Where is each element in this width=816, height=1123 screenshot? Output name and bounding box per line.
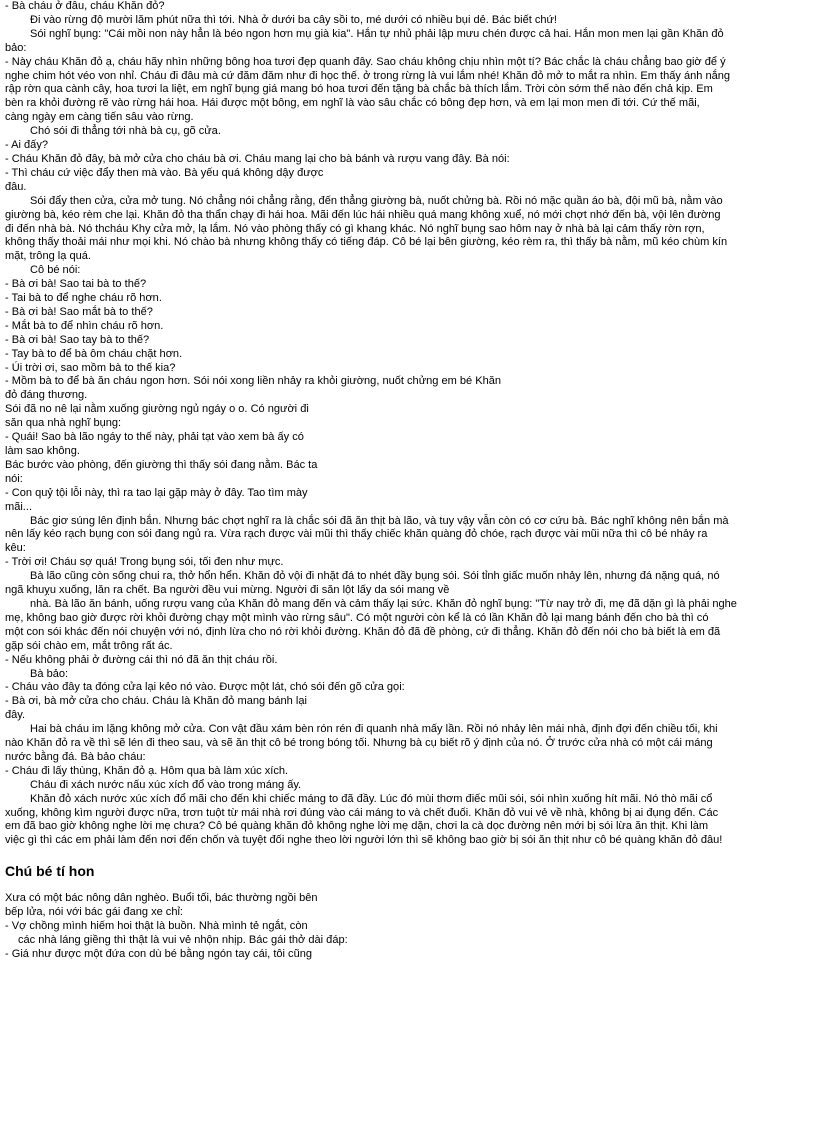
text-line: Sói nghĩ bụng: "Cái mồi non này hẳn là béo ngon hơn mụ già kia". Hắn tự nhủ phải lập mưu chén được cả hai. Hắn mon men lại gần Khăn đỏ: [30, 27, 724, 40]
text-line: bếp lửa, nói với bác gái đang xe chỉ:: [5, 906, 183, 919]
text-line: nên lấy kéo rạch bụng con sói đang ngủ ra. Vừa rạch được vài mũi thì thấy chiếc khăn quàng đỏ chóe, rạch được vài mũi nữa thì cô bé nhảy ra: [5, 528, 708, 541]
text-line: một con sói khác đến nói chuyện với nó, định lừa cho nó rời khỏi đường. Khăn đỏ đã đề phòng, cứ đi thẳng. Khăn đỏ đến nói cho bà biết là em đã: [5, 625, 721, 638]
text-line: - Tay bà to để bà ôm cháu chặt hơn.: [5, 347, 183, 360]
text-line: Cháu đi xách nước nấu xúc xích đổ vào trong máng ấy.: [30, 778, 302, 791]
text-line: Bà bảo:: [30, 667, 69, 680]
text-line: nói:: [5, 472, 23, 485]
text-line: Bác bước vào phòng, đến giường thì thấy sói đang nằm. Bác ta: [5, 458, 318, 471]
text-line: em đã bao giờ không nghe lời mẹ chưa? Cô bé quàng khăn đỏ không nghe lời mẹ dặn, chơi la cà dọc đường nên mới bị sói lừa ăn thịt. Khi làm: [5, 820, 709, 833]
text-line: Chó sói đi thẳng tới nhà bà cụ, gõ cửa.: [30, 125, 221, 138]
text-line: - Cháu đi lấy thùng, Khăn đỏ ạ. Hôm qua bà làm xúc xích.: [5, 764, 289, 777]
text-line: làm sao không.: [5, 445, 80, 457]
text-line: đỏ đáng thương.: [5, 389, 88, 402]
text-line: bèn ra khỏi đường rẽ vào rừng hái hoa. Hái được một bông, em nghĩ là vào sâu chắc có bông đẹp hơn, và em lại mon men đi tới. Cứ thế mãi,: [5, 97, 700, 110]
text-line: - Cháu Khăn đỏ đây, bà mở cửa cho cháu bà ơi. Cháu mang lại cho bà bánh và rượu vang đây. Bà nói:: [5, 152, 510, 165]
text-line: Xưa có một bác nông dân nghèo. Buổi tối, bác thường ngồi bên: [5, 892, 318, 905]
text-line: xuống, không kìm người được nữa, trơn tuột từ mái nhà rơi đúng vào cái máng to và chết đuối. Khăn đỏ vui vẻ về nhà, không bị ai đụng đến. Các: [5, 806, 719, 819]
text-line: - Bà ơi bà! Sao mắt bà to thế?: [5, 305, 153, 318]
text-line: - Úi trời ơi, sao mồm bà to thế kia?: [5, 361, 176, 374]
text-line: nước bằng đá. Bà bảo cháu:: [5, 750, 146, 763]
document-page: [5, 0, 811, 962]
text-line: Bà lão cũng còn sống chui ra, thở hổn hển. Khăn đỏ vội đi nhặt đá to nhét đầy bụng sói. Sói tỉnh giấc muốn nhảy lên, nhưng đá nặng quá, nó: [30, 570, 720, 583]
text-line: - Trời ơi! Cháu sợ quá! Trong bụng sói, tối đen như mực.: [5, 556, 284, 569]
text-line: các nhà láng giềng thì thật là vui vẻ nhộn nhịp. Bác gái thở dài đáp:: [18, 934, 348, 946]
text-line: Sói đẩy then cửa, cửa mở tung. Nó chẳng nói chẳng rằng, đến thẳng giường bà, nuốt chửng bà. Rồi nó mặc quần áo bà, đội mũ bà, nằm vào: [30, 194, 723, 207]
text-line: kêu:: [5, 542, 26, 555]
text-line: nào Khăn đỏ ra về thì sẽ lén đi theo sau, và sẽ ăn thịt cô bé trong bóng tối. Nhưng bà cụ biết rõ ý định của nó. Ở trước cửa nhà có một cái máng: [5, 737, 713, 750]
text-line: Cô bé nói:: [30, 264, 81, 277]
text-line: - Ai đấy?: [5, 139, 48, 152]
text-line: Đi vào rừng độ mười lăm phút nữa thì tới. Nhà ở dưới ba cây sồi to, mé dưới có nhiều bụi dẻ. Bác biết chứ!: [30, 13, 558, 26]
text-line: rập rờn qua cành cây, hoa tươi la liệt, em nghĩ bụng giá mang bó hoa tươi đến tặng bà chắc bà thích lắm. Trời còn sớm thế nào đến chả kịp. Em: [5, 83, 713, 96]
text-line: - Này cháu Khăn đỏ ạ, cháu hãy nhìn những bông hoa tươi đẹp quanh đây. Sao cháu không chịu nhìn một tí? Bác chắc là cháu chẳng bao giờ để ý: [5, 55, 726, 68]
text-line: gặp sói chào em, mắt trông rất ác.: [5, 639, 173, 652]
text-line: càng ngày em càng tiến sâu vào rừng.: [5, 111, 194, 124]
text-line: - Bà cháu ở đâu, cháu Khăn đỏ?: [5, 0, 165, 12]
text-line: giường bà, kéo rèm che lại. Khăn đỏ tha thẩn chạy đi hái hoa. Mãi đến lúc hái nhiều quá mang không xuể, nó mới chợt nhớ đến bà, vội lên đường: [5, 208, 721, 221]
text-line: nhà. Bà lão ăn bánh, uống rượu vang của Khăn đỏ mang đến và cảm thấy lại sức. Khăn đỏ nghĩ bụng: "Từ nay trở đi, mẹ đã dặn gì là phải nghe: [30, 597, 737, 610]
text-line: mãi...: [5, 500, 33, 513]
text-line: - Bà ơi bà! Sao tai bà to thế?: [5, 278, 147, 291]
text-line: Khăn đỏ xách nước xúc xích đổ mãi cho đến khi chiếc máng to đã đầy. Lúc đó mùi thơm điếc mũi sói, sói nhìn xuống hít mãi. Nó thò mãi cổ: [30, 792, 713, 805]
text-line: nghe chim hót véo von nhỉ. Cháu đi đâu mà cứ đăm đăm như đi học thế. ở trong rừng là vui lắm nhé! Khăn đỏ mở to mắt ra nhìn. Em thấy ánh nắng: [5, 69, 731, 82]
text-line: - Giá như được một đứa con dù bé bằng ngón tay cái, tôi cũng: [5, 947, 313, 960]
text-line: - Bà ơi bà! Sao tay bà to thế?: [5, 333, 150, 346]
text-line: - Mồm bà to để bà ăn cháu ngon hơn. Sói nói xong liền nhảy ra khỏi giường, nuốt chửng em bé Khăn: [5, 375, 502, 388]
text-line: - Quái! Sao bà lão ngáy to thế này, phải tạt vào xem bà ấy có: [5, 431, 304, 444]
text-line: - Cháu vào đây ta đóng cửa lại kẻo nó vào. Được một lát, chó sói đến gõ cửa gọi:: [5, 681, 405, 694]
text-line: không thấy thoải mái như mọi khi. Nó chào bà nhưng không thấy có tiếng đáp. Cô bé lại bên giường, kéo rèm ra, thì thấy bà nằm, mũ kéo chùm kín: [5, 236, 728, 249]
text-line: bảo:: [5, 41, 27, 54]
text-line: việc gì thì các em phải làm đến nơi đến chốn và tuyệt đối nghe theo lời người lớn thì sẽ không bao giờ bị sói ăn thịt như cô bé quàng khăn đỏ đâu!: [5, 834, 723, 847]
text-line: - Tai bà to để nghe cháu rõ hơn.: [5, 292, 162, 305]
story-little-red-riding-hood: [5, 0, 811, 848]
text-line: đâu.: [5, 180, 27, 193]
story-tom-thumb: [5, 892, 811, 962]
story-title: Chú bé tí hon: [5, 863, 95, 880]
text-line: mẹ, không bao giờ được rời khỏi đường chạy một mình vào rừng sâu". Có một người còn kể là có lần Khăn đỏ lại mang bánh đến cho bà thì có: [5, 611, 709, 624]
text-line: săn qua nhà nghĩ bụng:: [5, 417, 122, 430]
text-line: Sói đã no nê lại nằm xuống giường ngủ ngáy o o. Có người đi: [5, 403, 309, 416]
text-line: - Mắt bà to để nhìn cháu rõ hơn.: [5, 319, 164, 332]
text-line: - Nếu không phải ở đường cái thì nó đã ăn thịt cháu rồi.: [5, 653, 278, 666]
text-line: - Bà ơi, bà mở cửa cho cháu. Cháu là Khăn đỏ mang bánh lại: [5, 695, 307, 708]
text-line: - Con quỷ tội lỗi này, thì ra tao lại gặp mày ở đây. Tao tìm mày: [5, 486, 308, 499]
text-line: Bác giơ súng lên định bắn. Nhưng bác chợt nghĩ ra là chắc sói đã ăn thịt bà lão, và tuy vậy vẫn còn có cơ cứu bà. Bác nghĩ không nên bắn mà: [30, 514, 729, 527]
text-line: mặt, trông lạ quá.: [5, 250, 91, 263]
text-line: đây.: [5, 709, 26, 722]
text-line: đi đến nhà bà. Nó thcháu Khy cửa mở, lạ lắm. Nó vào phòng thấy có gì khang khác. Nó nghĩ bụng sao hôm nay ở nhà bà lại cảm thấy rờn rợn,: [5, 222, 705, 235]
text-line: - Vợ chồng mình hiếm hoi thật là buồn. Nhà mình tẻ ngắt, còn: [5, 920, 308, 933]
text-line: ngã khuỵu xuống, lăn ra chết. Ba người đều vui mừng. Người đi săn lột lấy da sói mang về: [5, 584, 450, 597]
text-line: Hai bà cháu im lặng không mở cửa. Con vật đầu xám bèn rón rén đi quanh nhà mấy lần. Rồi nó nhảy lên mái nhà, định đợi đến chiều tối, khi: [30, 723, 718, 736]
text-line: - Thì cháu cứ việc đẩy then mà vào. Bà yếu quá không dậy được: [5, 166, 324, 179]
